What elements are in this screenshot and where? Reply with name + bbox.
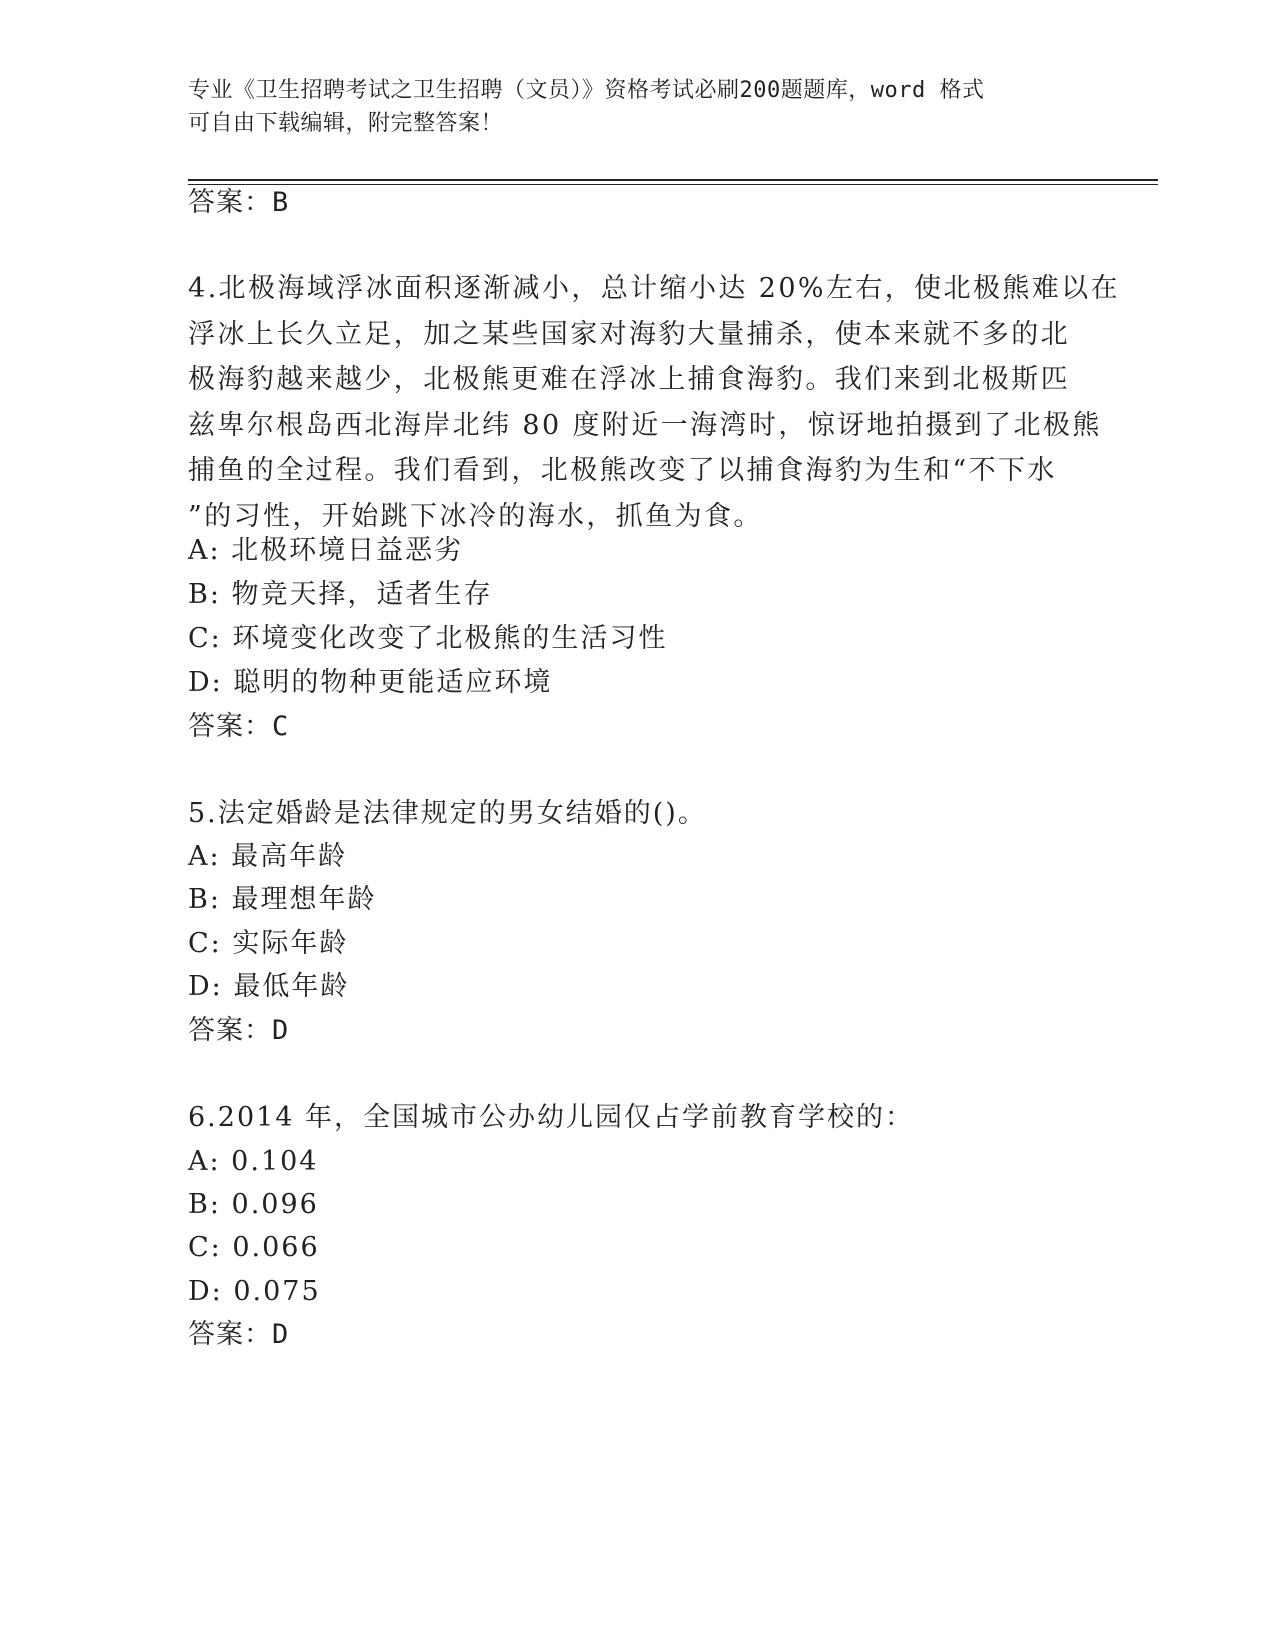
previous-answer: 答案：B: [188, 187, 290, 218]
question-4-stem-line: 极海豹越来越少，北极熊更难在浮冰上捕食海豹。我们来到北极斯匹: [188, 364, 1070, 395]
question-6-stem: 6.2014 年，全国城市公办幼儿园仅占学前教育学校的：: [188, 1102, 915, 1133]
question-4-answer: 答案：C: [188, 711, 290, 742]
question-6-answer: 答案：D: [188, 1319, 290, 1350]
question-5-stem: 5.法定婚龄是法律规定的男女结婚的()。: [188, 798, 707, 829]
question-4-option-d: D: 聪明的物种更能适应环境: [188, 667, 553, 698]
question-5-option-b: B: 最理想年龄: [188, 884, 377, 915]
header-divider-thin: [188, 184, 1158, 185]
question-6-option-d: D: 0.075: [188, 1276, 321, 1307]
question-6-option-c: C: 0.066: [188, 1232, 320, 1263]
header-line-2: 可自由下载编辑，附完整答案！: [188, 111, 504, 136]
question-4-option-a: A: 北极环境日益恶劣: [188, 535, 464, 566]
question-4-option-b: B: 物竞天择，适者生存: [188, 579, 493, 610]
question-5-option-d: D: 最低年龄: [188, 971, 350, 1002]
question-6-option-a: A: 0.104: [188, 1146, 319, 1177]
question-4-stem-line: 捕鱼的全过程。我们看到，北极熊改变了以捕食海豹为生和“不下水: [188, 455, 1057, 486]
question-6-option-b: B: 0.096: [188, 1189, 319, 1220]
question-5-option-a: A: 最高年龄: [188, 841, 348, 872]
question-4-stem-line: 兹卑尔根岛西北海岸北纬 80 度附近一海湾时，惊讶地拍摄到了北极熊: [188, 409, 1102, 441]
header-divider-thick: [188, 179, 1158, 181]
question-4-stem-line: ”的习性，开始跳下冰冷的海水，抓鱼为食。: [188, 500, 763, 532]
question-4-option-c: C: 环境变化改变了北极熊的生活习性: [188, 623, 668, 654]
question-4-stem: [188, 266, 1120, 539]
header-line-1: 专业《卫生招聘考试之卫生招聘（文员）》资格考试必刷200题题库，word 格式: [188, 78, 985, 103]
question-5-answer: 答案：D: [188, 1015, 290, 1046]
question-4-stem-line: 4.北极海域浮冰面积逐渐减小，总计缩小达 20%左右，使北极熊难以在: [188, 273, 1120, 304]
question-5-option-c: C: 实际年龄: [188, 928, 349, 959]
question-4-stem-line: 浮冰上长久立足，加之某些国家对海豹大量捕杀，使本来就不多的北: [188, 318, 1070, 350]
document-header: [188, 74, 1088, 140]
